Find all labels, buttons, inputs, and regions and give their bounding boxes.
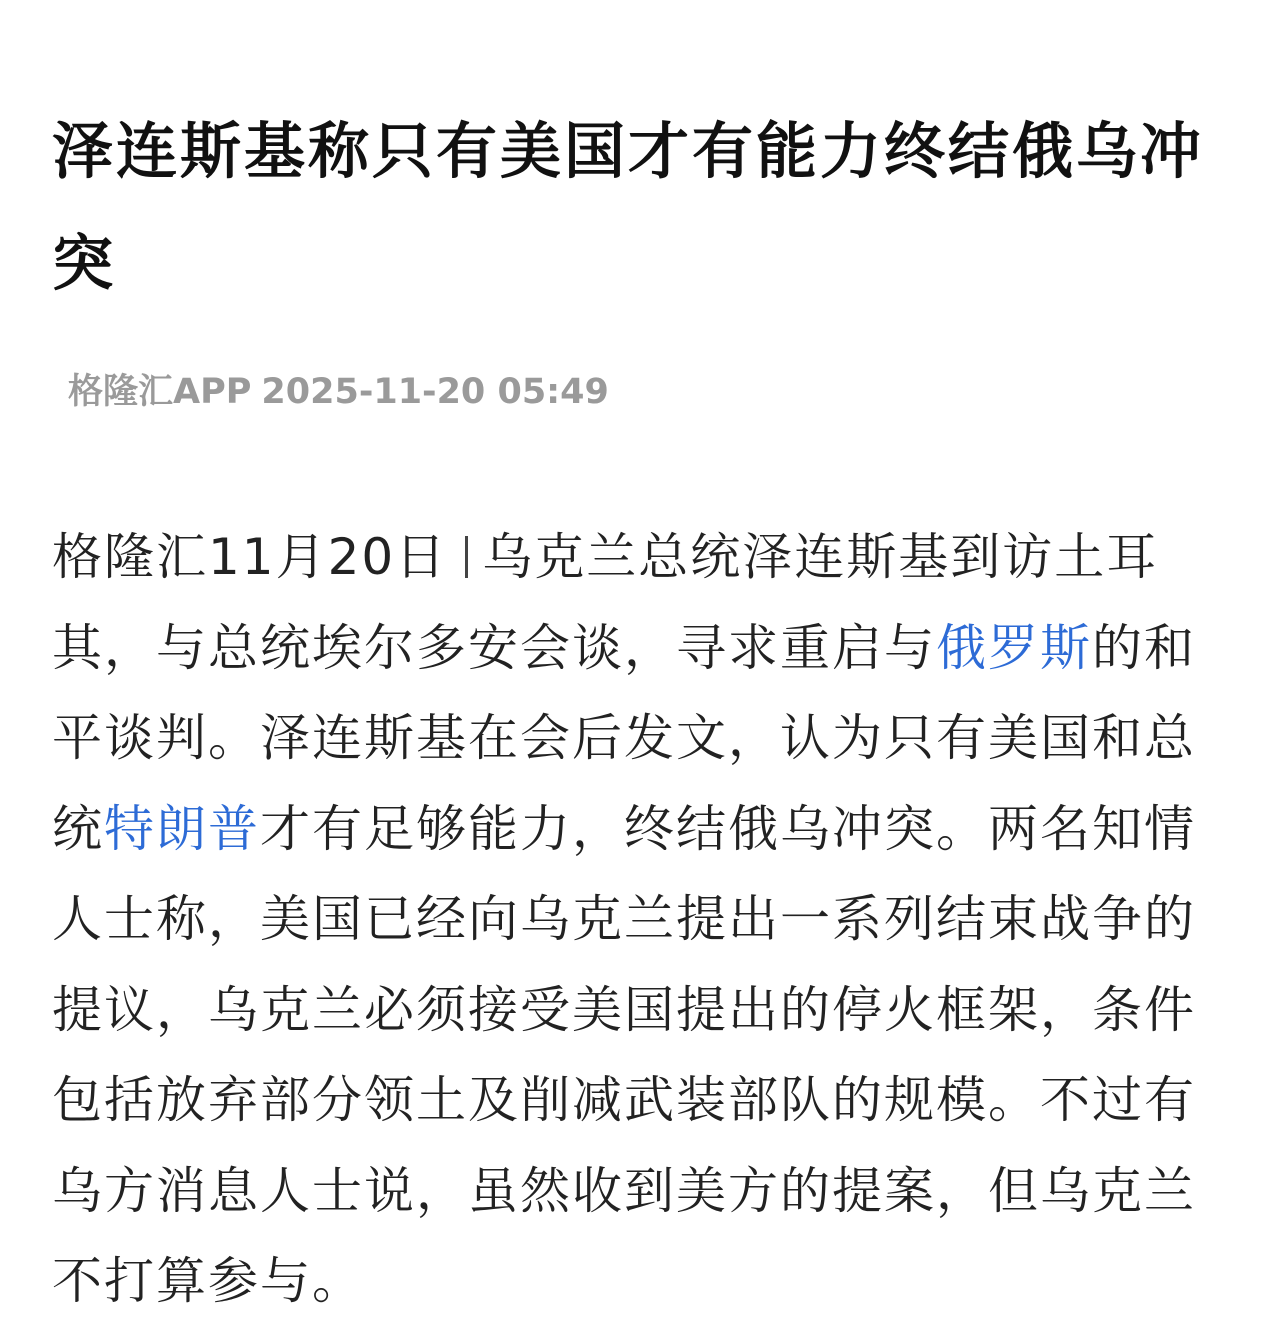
article: [52, 0, 1232, 1310]
article-lead: 格隆汇11月20日: [52, 528, 448, 586]
article-meta: [68, 370, 609, 414]
article-timestamp: 2025-11-20 05:49: [261, 372, 609, 412]
article-title: 泽连斯基称只有美国才有能力终结俄乌冲突: [52, 116, 1205, 299]
entity-link-russia[interactable]: 俄罗斯: [936, 618, 1092, 677]
lead-separator: [465, 536, 468, 578]
body-text-3: 才有足够能力，终结俄乌冲突。两名知情人士称，美国已经向乌克兰提出一系列结束战争的提议，乌克兰必须接受美国提出的停火框架，条件包括放弃部分领土及削减武装部队的规模。不过有乌方消息人士说，虽然收到美方的提案，但乌克兰不打算参与。: [52, 799, 1196, 1310]
body-text-2: 的和平谈判。泽连斯基在会后发文，认为只有美国和总统: [52, 618, 1196, 858]
article-body: [52, 512, 1232, 1327]
body-text-1: 乌克兰总统泽连斯基到访土耳其，与总统埃尔多安会谈，寻求重启与: [52, 528, 1159, 677]
entity-link-trump[interactable]: 特朗普: [104, 799, 260, 858]
article-source: 格隆汇APP: [68, 372, 252, 412]
